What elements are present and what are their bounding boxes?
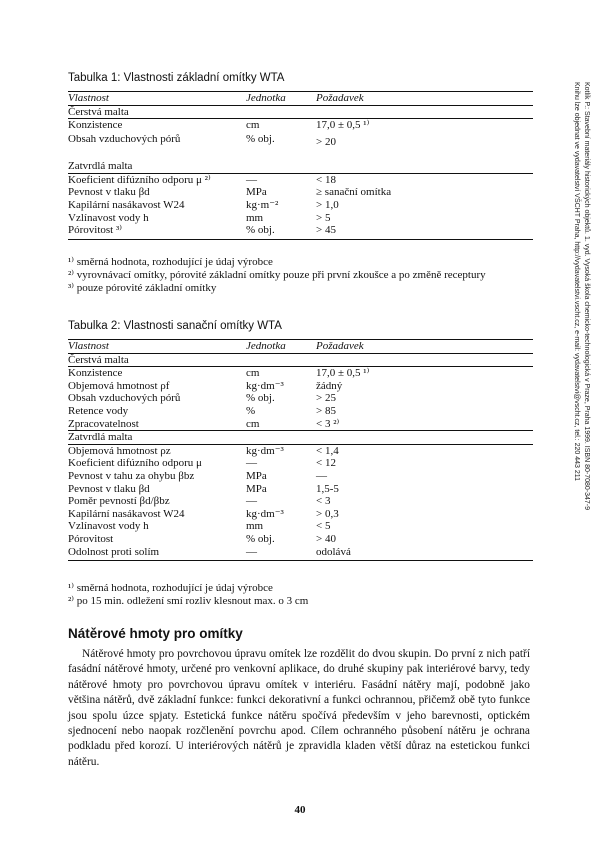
table-row: Objemová hmotnost ρf kg·dm⁻³ žádný [68,379,343,392]
table-row: Objemová hmotnost ρz kg·dm⁻³ < 1,4 [68,444,339,457]
footnote: ²⁾ po 15 min. odležení smí rozliv klesnout max. o 3 cm [68,595,309,607]
table-row: Pórovitost % obj. > 40 [68,532,336,545]
table-row: Konzistence cm 17,0 ± 0,5 ¹⁾ [68,367,370,380]
table-row: Kapilární nasákavost W24 kg·dm⁻³ > 0,3 [68,507,339,520]
table1-header-row [68,92,533,106]
table1 [68,91,533,240]
table-row: Pórovitost ³⁾ % obj. > 45 [68,224,533,239]
table-row: Kapilární nasákavost W24 kg·m⁻² > 1,0 [68,199,339,212]
table-row: Obsah vzduchových pórů % obj. > 25 [68,392,336,405]
table2-header-unit: Jednotka [246,340,316,354]
table-row: Poměr pevností βd/βbz — < 3 [68,495,331,508]
body-paragraph: Nátěrové hmoty pro povrchovou úpravu omítek lze rozdělit do dvou skupin. Do první z nich patří fasádní nátěrové hmoty, určené pro venkovní aplikace, do druhé skupiny pak interiérové barvy, tedy nátěrové hmoty pro povrchovou úpravu omítek v interiéru. Fasádní nátěry mají, podobně jako většina nátěrů, dvě základní funkce: funkci dekorativní a funkci ochrannou, přičemž obě tyto funkce jsou spolu úzce spjaty. Estetická funkce nátěru spočívá především v jeho barevnosti, optickém sjednocení nebo naopak rozčlenění povrchu apod. Cílem ochranného působení nátěru je ochrana podkladu před korozí. U interiérových nátěrů je zpravidla kladen větší důraz na estetickou funkci nátěru. [68,648,530,768]
table2-section-title: Zatvrdlá malta [68,431,533,445]
table2-footnotes [68,582,533,608]
table-row: Pevnost v tlaku βd MPa 1,5-5 [68,482,339,495]
side-citation [563,82,591,622]
table2 [68,339,533,561]
side-citation-line: Knihu lze objednat ve vydavatelství VŠCHT Praha, http://vydavatelstvi.vscht.cz, e-mail: vydavatelstvi@vscht.cz, tel.: 220 443 211 [573,82,580,482]
table-row: Koeficient difúzního odporu μ ²⁾ — < 18 [68,173,336,186]
table-row: Konzistence cm 17,0 ± 0,5 ¹⁾ [68,119,370,132]
table-row: Koeficient difúzního odporu μ — < 12 [68,457,336,470]
table-row: Retence vody % > 85 [68,404,336,417]
table2-header-row [68,340,533,354]
table1-caption: Tabulka 1: Vlastnosti základní omítky WTA [68,72,285,84]
table-row: Zpracovatelnost cm < 3 ²⁾ [68,417,340,430]
footnote: ³⁾ pouze pórovité základní omítky [68,282,217,294]
table-row: Pevnost v tlaku βd MPa ≥ sanační omítka [68,186,392,199]
table-row: Pevnost v tahu za ohybu βbz MPa — [68,469,327,482]
section-heading: Nátěrové hmoty pro omítky [68,626,243,641]
table-row: Vzlínavost vody h mm < 5 [68,520,331,533]
table-row: Obsah vzduchových pórů % obj. > 20 [68,132,336,148]
table2-header-property: Vlastnost [68,340,246,354]
side-citation-line: Kotlík P.: Stavební materiály historických objektů. 1. vyd. Vysoká škola chemicko-technologická v Praze, Praha 1999. ISBN 80-7080-347-9 [583,82,590,510]
table2-header-requirement: Požadavek [316,340,533,354]
footnote: ¹⁾ směrná hodnota, rozhodující je údaj výrobce [68,256,273,268]
table1-footnotes [68,256,533,295]
table1-header-requirement: Požadavek [316,92,533,106]
table-row: Odolnost proti solím — odolává [68,546,533,561]
footnote: ²⁾ vyrovnávací omítky, pórovité základní omítky pouze při první zkoušce a po změně receptury [68,269,486,281]
footnote: ¹⁾ směrná hodnota, rozhodující je údaj výrobce [68,582,273,594]
page-number: 40 [294,804,306,816]
table1-section-title: Zatvrdlá malta [68,148,533,173]
table2-section-title: Čerstvá malta [68,353,533,367]
table-row: Vzlínavost vody h mm > 5 [68,211,331,224]
table1-section-title: Čerstvá malta [68,105,533,119]
table2-caption: Tabulka 2: Vlastnosti sanační omítky WTA [68,320,282,332]
table1-header-property: Vlastnost [68,92,246,106]
table1-header-unit: Jednotka [246,92,316,106]
